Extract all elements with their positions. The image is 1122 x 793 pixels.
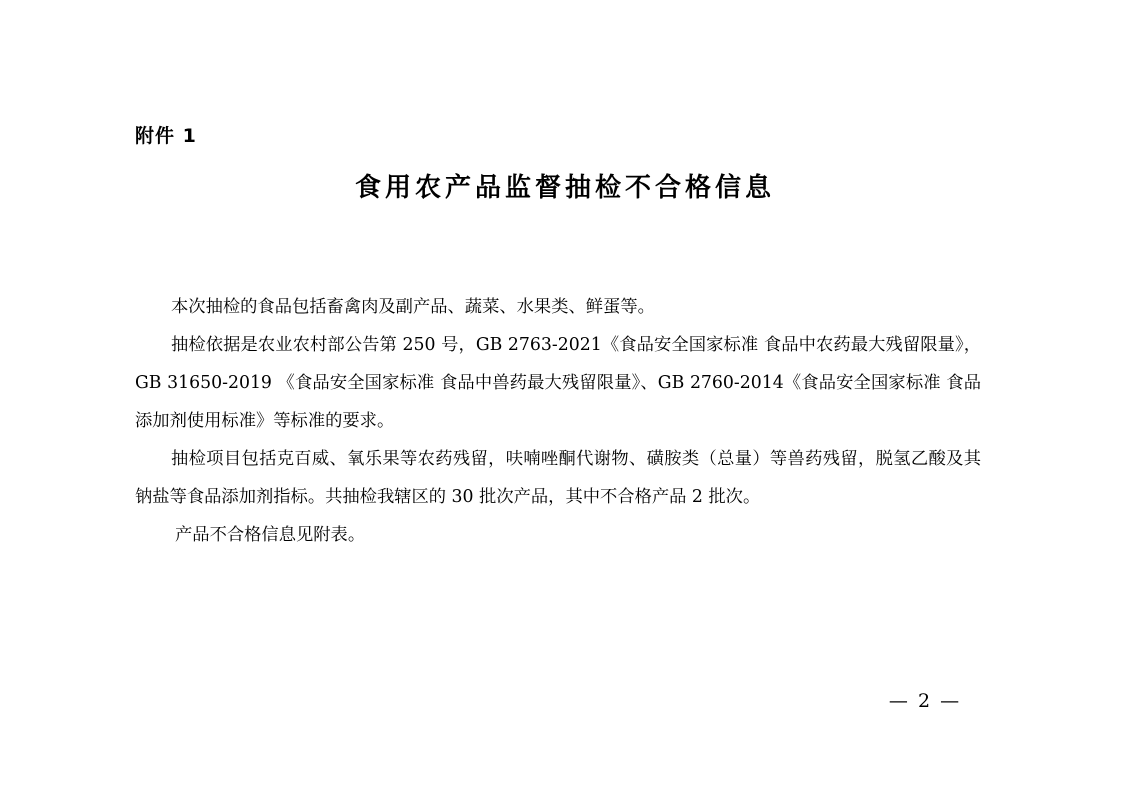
document-title: 食用农产品监督抽检不合格信息 (354, 173, 775, 203)
paragraph-see-table: 产品不合格信息见附表。 (175, 525, 366, 545)
page-number: — 2 — (888, 690, 962, 712)
attachment-label: 附件 1 (135, 125, 197, 147)
paragraph-scope: 本次抽检的食品包括畜禽肉及副产品、蔬菜、水果类、鲜蛋等。 (171, 297, 655, 317)
paragraph-items: 抽检项目包括克百威、氧乐果等农药残留，呋喃唑酮代谢物、磺胺类（总量）等兽药残留，脱氢乙酸及其钠盐等食品添加剂指标。共抽检我辖区的 30 批次产品，其中不合格产品 2 批次。 (135, 449, 981, 507)
paragraph-basis: 抽检依据是农业农村部公告第 250 号，GB 2763-2021《食品安全国家标准 食品中农药最大残留限量》，GB 31650-2019 《食品安全国家标准 食品中兽药最大残留限量》、GB 2760-2014《食品安全国家标准 食品添加剂使用标准》等标准的要求。 (135, 335, 981, 431)
document-body (135, 288, 981, 554)
